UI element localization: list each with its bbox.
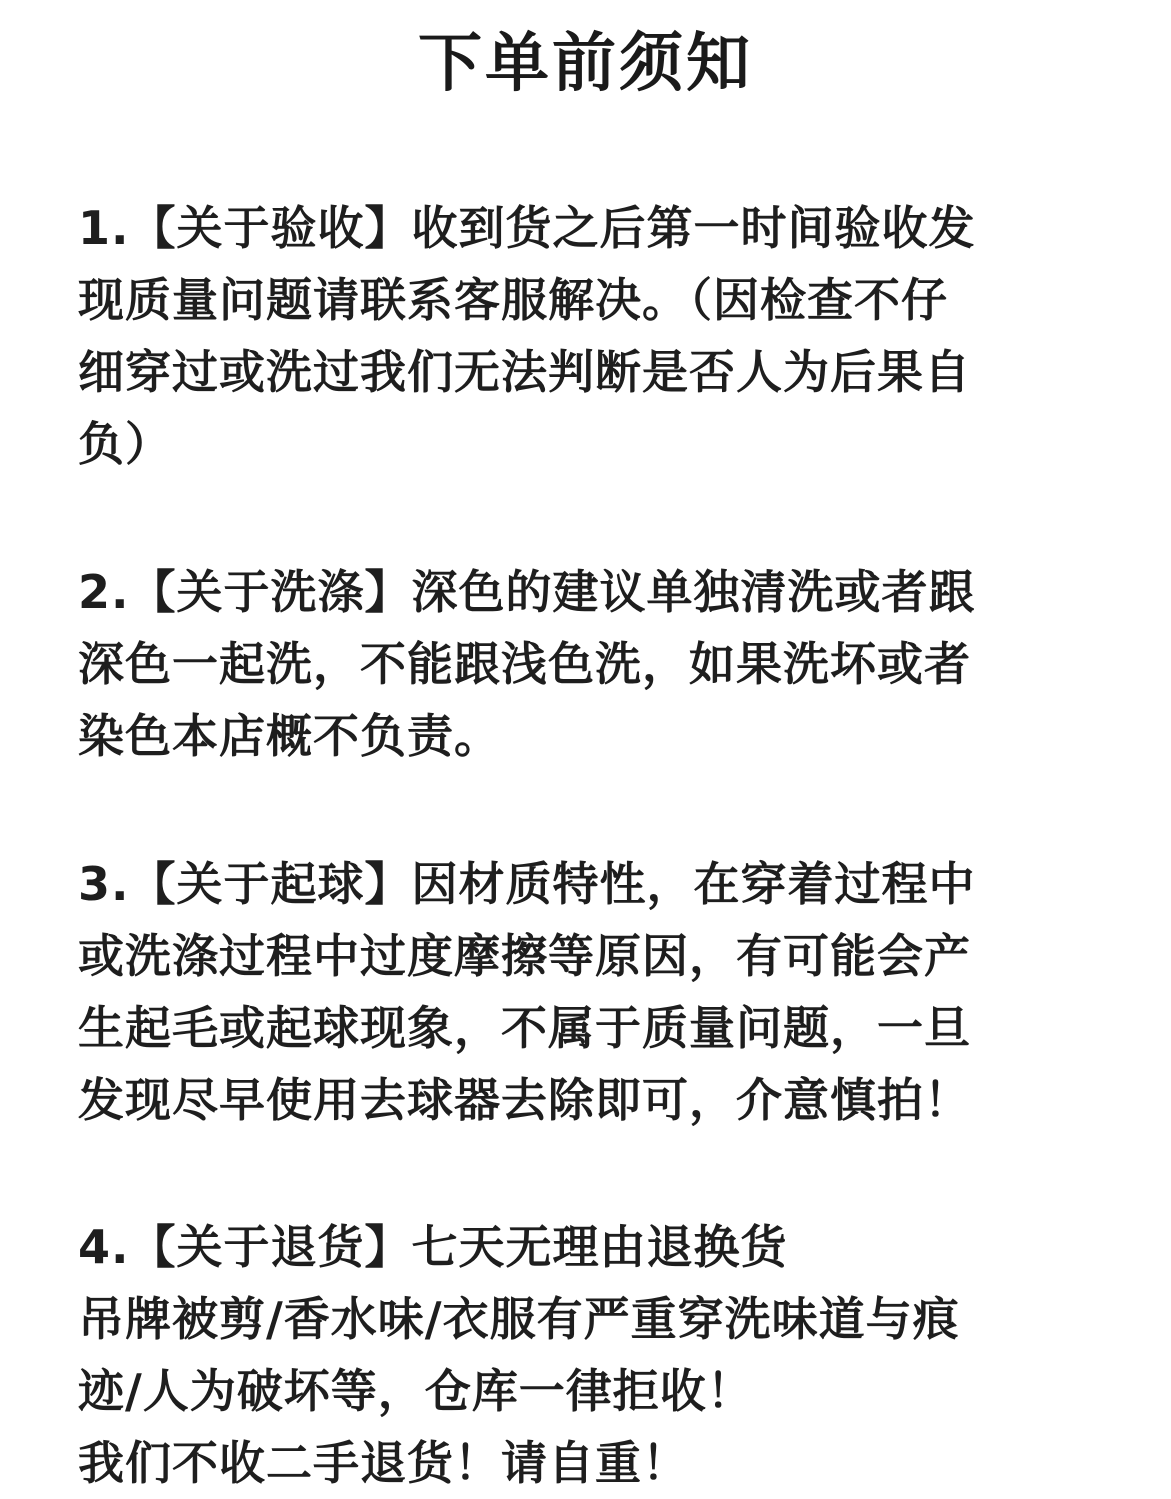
notice-line: 迹/人为破坏等，仓库一律拒收！: [78, 1364, 754, 1418]
notice-section-pilling: [78, 848, 1088, 1136]
notice-section-washing: [78, 556, 1088, 772]
notice-line: 1.【关于验收】收到货之后第一时间验收发: [78, 201, 976, 255]
notice-line: 负）: [78, 417, 172, 471]
notice-line: 或洗涤过程中过度摩擦等原因，有可能会产: [78, 929, 971, 983]
notice-line: 现质量问题请联系客服解决。（因检查不仔: [78, 273, 948, 327]
notice-line: 生起毛或起球现象，不属于质量问题，一旦: [78, 1001, 971, 1055]
notice-line: 2.【关于洗涤】深色的建议单独清洗或者跟: [78, 565, 976, 619]
notice-line: 细穿过或洗过我们无法判断是否人为后果自: [78, 345, 971, 399]
notice-section-inspection: [78, 192, 1088, 480]
notice-line: 深色一起洗，不能跟浅色洗，如果洗坏或者: [78, 637, 971, 691]
notice-line: 4.【关于退货】七天无理由退换货: [78, 1220, 788, 1274]
notice-line: 发现尽早使用去球器去除即可，介意慎拍！: [78, 1073, 971, 1127]
notice-line: 我们不收二手退货！请自重！: [78, 1436, 689, 1490]
page-title: 下单前须知: [418, 27, 753, 101]
notice-line: 吊牌被剪/香水味/衣服有严重穿洗味道与痕: [78, 1292, 960, 1346]
notice-line: 3.【关于起球】因材质特性，在穿着过程中: [78, 857, 976, 911]
notice-section-returns: [78, 1211, 1088, 1499]
notice-line: 染色本店概不负责。: [78, 709, 501, 763]
